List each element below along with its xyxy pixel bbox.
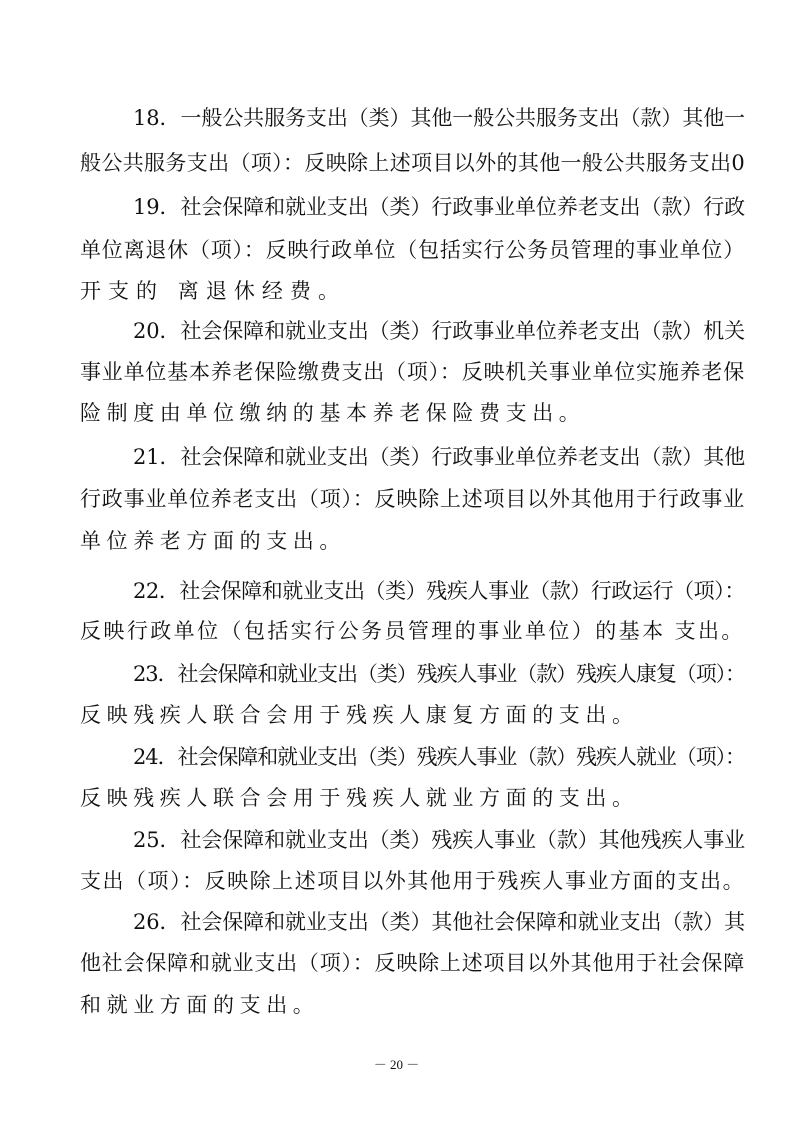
paragraph-line: 开支的 离退休经费。 xyxy=(80,279,346,303)
paragraph-line: 19．社会保障和就业支出（类）行政事业单位养老支出（款）行政 xyxy=(133,195,746,219)
paragraph-line: 21．社会保障和就业支出（类）行政事业单位养老支出（款）其他 xyxy=(133,445,746,469)
paragraph-line: 24．社会保障和就业支出（类）残疾人事业（款）残疾人就业（项）： xyxy=(133,745,745,769)
paragraph-line: 反映行政单位（包括实行公务员管理的事业单位）的基本 支出。 xyxy=(80,619,745,643)
paragraph-line: 单位离退休（项）：反映行政单位（包括实行公务员管理的事业单位） xyxy=(80,238,745,262)
paragraph-line: 反映残疾人联合会用于残疾人康复方面的支出。 xyxy=(80,703,639,727)
paragraph-line: 和就业方面的支出。 xyxy=(80,993,320,1017)
paragraph-line: 20．社会保障和就业支出（类）行政事业单位养老支出（款）机关 xyxy=(133,319,746,343)
page-number: － 20 － xyxy=(373,1057,420,1072)
paragraph-line: 26．社会保障和就业支出（类）其他社会保障和就业支出（款）其 xyxy=(133,910,746,934)
paragraph-line: 25．社会保障和就业支出（类）残疾人事业（款）其他残疾人事业 xyxy=(133,828,746,852)
paragraph-line: 险制度由单位缴纳的基本养老保险费支出。 xyxy=(80,401,586,425)
paragraph-line: 支出（项）：反映除上述项目以外其他用于残疾人事业方面的支出。 xyxy=(80,869,746,893)
paragraph-line: 23．社会保障和就业支出（类）残疾人事业（款）残疾人康复（项）： xyxy=(133,662,745,686)
paragraph-line: 反映残疾人联合会用于残疾人就业方面的支出。 xyxy=(80,786,639,810)
paragraph-line: 行政事业单位养老支出（项）：反映除上述项目以外其他用于行政事业 xyxy=(80,487,745,511)
paragraph-line: 事业单位基本养老保险缴费支出（项）：反映机关事业单位实施养老保 xyxy=(80,360,745,384)
paragraph-line: 他社会保障和就业支出（项）：反映除上述项目以外其他用于社会保障 xyxy=(80,951,745,975)
paragraph-line: 22．社会保障和就业支出（类）残疾人事业（款）行政运行（项）： xyxy=(133,579,745,603)
paragraph-line: 18．一般公共服务支出（类）其他一般公共服务支出（款）其他一 xyxy=(133,106,746,130)
paragraph-line: 单位养老方面的支出。 xyxy=(80,529,346,553)
paragraph-line: 般公共服务支出（项）：反映除上述项目以外的其他一般公共服务支出0 xyxy=(80,151,746,175)
